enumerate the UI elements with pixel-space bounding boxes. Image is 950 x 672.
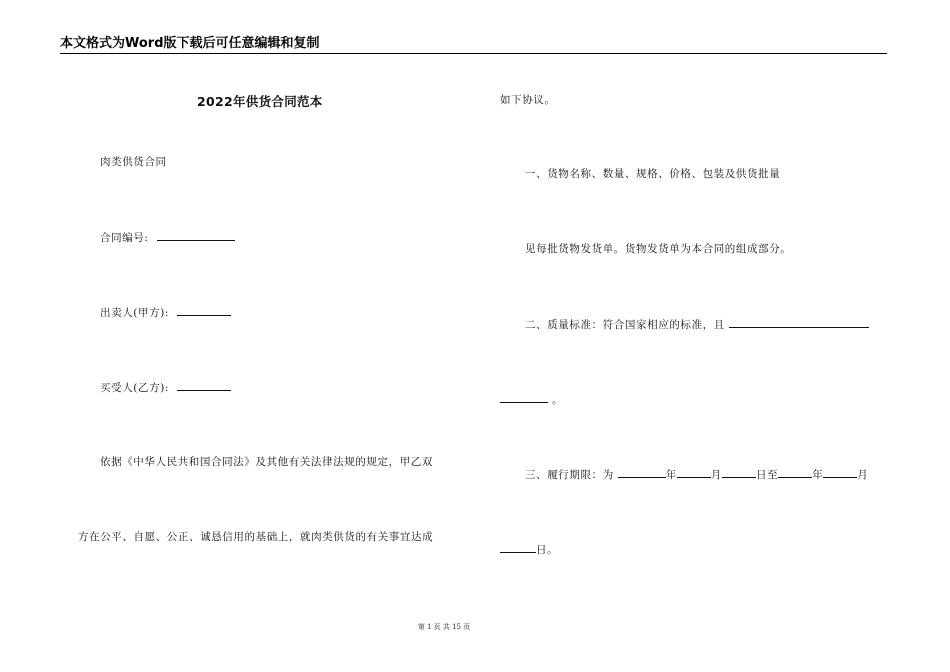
start-month-unit: 月 bbox=[710, 469, 722, 481]
end-day-blank bbox=[500, 542, 536, 553]
end-month-blank bbox=[823, 467, 857, 478]
header-divider bbox=[60, 53, 887, 54]
day-end-text: 日。 bbox=[536, 544, 559, 556]
seller-label: 出卖人(甲方): bbox=[100, 307, 170, 319]
clause-2-end: 。 bbox=[551, 394, 564, 406]
clause-2-continued bbox=[500, 392, 563, 407]
clause-2-text: 二、质量标准：符合国家相应的标准，且 bbox=[525, 319, 725, 331]
start-day-blank bbox=[722, 467, 756, 478]
quality-blank-2 bbox=[500, 392, 548, 403]
clause-1: 一、货物名称、数量、规格、价格、包装及供货批量 bbox=[525, 168, 781, 180]
clause-1-detail: 见每批货物发货单。货物发货单为本合同的组成部分。 bbox=[525, 243, 792, 255]
contract-name: 肉类供货合同 bbox=[100, 156, 167, 168]
clause-3-continued bbox=[500, 542, 558, 557]
buyer-blank bbox=[177, 380, 231, 391]
paragraph-line-2: 方在公平、自愿、公正、诚恳信用的基础上，就肉类供货的有关事宜达成 bbox=[78, 531, 434, 543]
end-month-unit: 月 bbox=[857, 469, 869, 481]
start-year-unit: 年 bbox=[665, 469, 677, 481]
clause-2 bbox=[525, 317, 869, 332]
document-title: 2022年供货合同范本 bbox=[197, 94, 323, 109]
agreement-line: 如下协议。 bbox=[500, 94, 556, 106]
contract-number-line bbox=[100, 230, 235, 245]
contract-number-blank bbox=[157, 230, 235, 241]
end-year-blank bbox=[778, 467, 812, 478]
page-number-footer: 第 1 页 共 15 页 bbox=[417, 623, 471, 631]
quality-blank-1 bbox=[729, 317, 869, 328]
contract-number-label: 合同编号: bbox=[100, 232, 149, 244]
end-year-unit: 年 bbox=[812, 469, 824, 481]
buyer-label: 买受人(乙方): bbox=[100, 382, 170, 394]
paragraph-line-1: 依据《中华人民共和国合同法》及其他有关法律法规的规定，甲乙双 bbox=[100, 456, 433, 468]
start-month-blank bbox=[677, 467, 711, 478]
buyer-line bbox=[100, 380, 231, 395]
day-to-text: 日至 bbox=[755, 469, 779, 481]
seller-line bbox=[100, 305, 231, 320]
seller-blank bbox=[177, 305, 231, 316]
clause-3-label: 三、履行期限：为 bbox=[525, 469, 614, 481]
download-notice-header: 本文格式为Word版下载后可任意编辑和复制 bbox=[60, 36, 320, 51]
start-year-blank bbox=[618, 467, 666, 478]
clause-3 bbox=[525, 467, 868, 482]
